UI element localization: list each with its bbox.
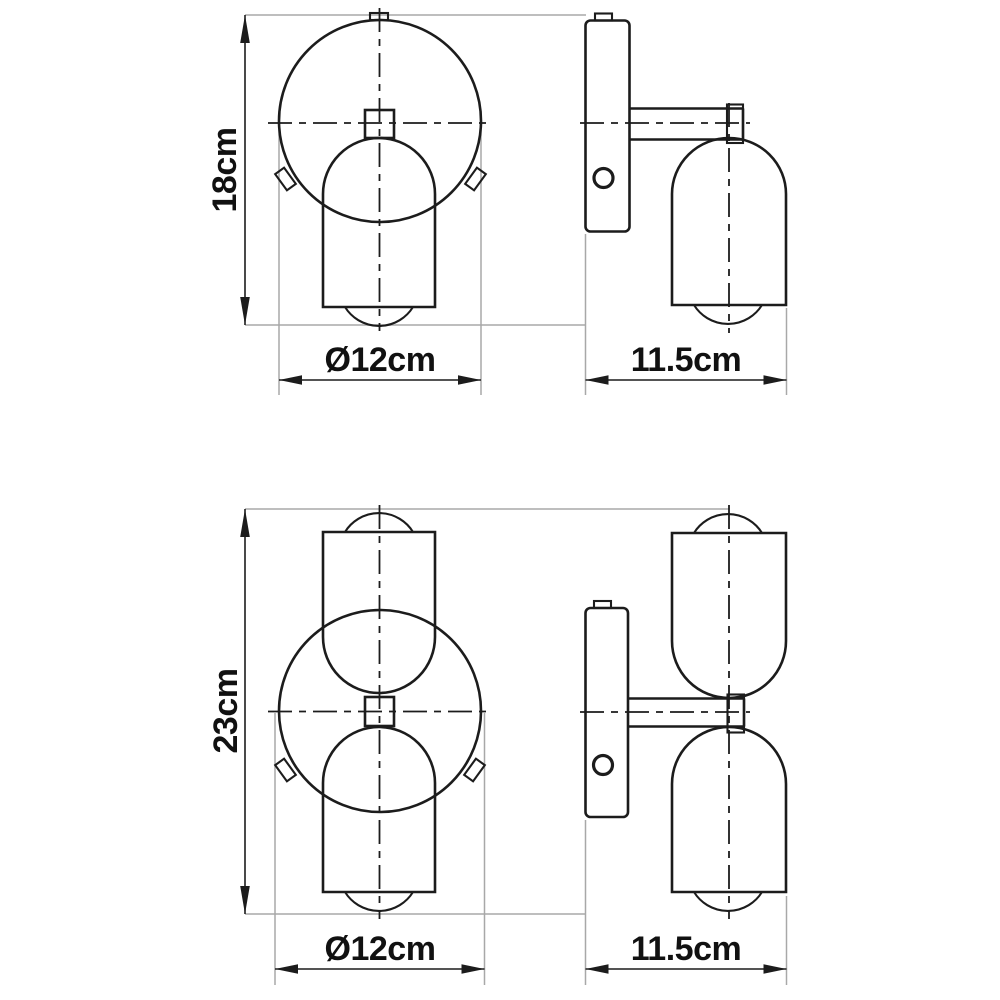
screw-hole (594, 169, 613, 188)
bulb-arc (694, 305, 762, 324)
single-height-label: 18cm (206, 127, 244, 213)
single-diameter-label: Ø12cm (324, 341, 436, 379)
double-diameter-label: Ø12cm (324, 930, 436, 968)
single-side-view (580, 14, 786, 334)
screw-hole (594, 756, 613, 775)
double-front-view (268, 505, 492, 919)
wall-plate (586, 21, 630, 232)
double-side-view (580, 505, 786, 919)
single-front-view (268, 8, 492, 331)
double-depth-label: 11.5cm (630, 930, 742, 968)
upper-bulb-arc (694, 514, 762, 533)
lower-bulb-arc (694, 892, 762, 911)
support-arm (629, 109, 743, 140)
single-depth-label: 11.5cm (630, 341, 742, 379)
double-height-label: 23cm (207, 668, 245, 754)
